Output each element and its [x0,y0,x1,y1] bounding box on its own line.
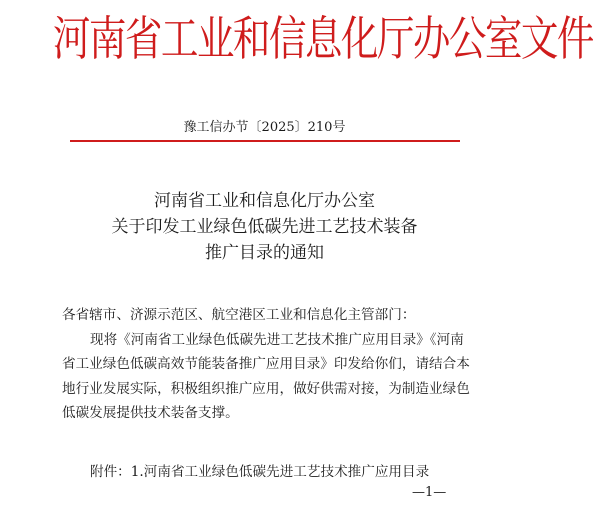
title-line-3: 推广目录的通知 [205,243,324,263]
document-number: 豫工信办节〔2025〕210号 [183,120,346,135]
document-masthead: 河南省工业和信息化厅办公室文件 [52,12,593,67]
red-divider-line [70,140,460,142]
title-line-1: 河南省工业和信息化厅办公室 [154,191,375,211]
notice-title [0,188,529,266]
attachment-label: 附件： [90,464,131,480]
salutation: 各省辖市、济源示范区、航空港区工业和信息化主管部门： [62,307,416,323]
title-line-2: 关于印发工业绿色低碳先进工艺技术装备 [111,217,418,237]
notice-body [62,303,472,426]
body-paragraph: 现将《河南省工业绿色低碳先进工艺技术推广应用目录》《河南省工业绿色低碳高效节能装备推广应用目录》印发给你们，请结合本地行业发展实际，积极组织推广应用，做好供需对接，为制造业绿色低碳发展提供技术装备支撑。 [62,331,470,421]
page-number: —1— [412,485,447,500]
attachment-list [90,462,429,482]
attachment-item-1: 1.河南省工业绿色低碳先进工艺技术推广应用目录 [130,464,430,480]
